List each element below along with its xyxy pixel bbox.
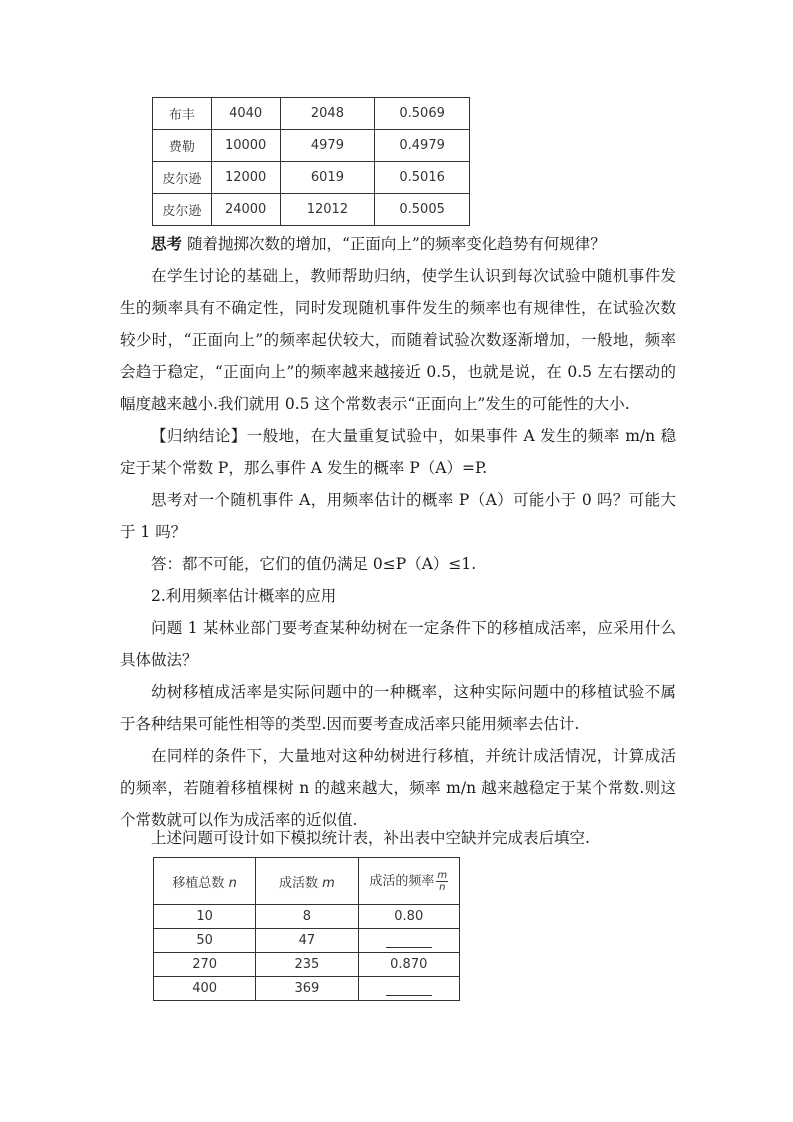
table-row (153, 98, 470, 130)
table-cell: 2048 (280, 98, 375, 130)
coin-toss-table (152, 97, 470, 226)
fraction: $\frac{m}{n}$ (437, 869, 448, 893)
table-header-row (154, 858, 460, 905)
table-cell: 12012 (280, 194, 375, 226)
table-cell: 0.870 (358, 953, 460, 977)
transplant-survival-table (153, 857, 460, 1001)
table-cell: 0.5005 (375, 194, 470, 226)
table-cell: 10000 (211, 130, 280, 162)
table-row (154, 953, 460, 977)
table-cell: 10 (154, 905, 256, 929)
table-cell: 0.5069 (375, 98, 470, 130)
table-cell: 8 (256, 905, 358, 929)
table-cell: 皮尔逊 (153, 162, 212, 194)
table-cell: 皮尔逊 (153, 194, 212, 226)
table-cell: 12000 (211, 162, 280, 194)
table-cell: 4040 (211, 98, 280, 130)
think-label: 思考 (151, 234, 183, 253)
answer-blank (386, 933, 432, 948)
table-row (153, 162, 470, 194)
blank-cell (358, 929, 460, 953)
table-cell: 0.4979 (375, 130, 470, 162)
paragraph: 在同样的条件下，大量地对这种幼树进行移植，并统计成活情况，计算成活的频率，若随着移植棵树 n 的越来越大，频率 m/n 越来越稳定于某个常数.则这个常数就可以作为成活率的近似值. (120, 747, 676, 829)
paragraph: 思考对一个随机事件 A，用频率估计的概率 P（A）可能小于 0 吗？可能大于 1 吗？ (120, 491, 676, 541)
table-cell: 布丰 (153, 98, 212, 130)
table-cell: 24000 (211, 194, 280, 226)
table-cell: 费勒 (153, 130, 212, 162)
table-cell: 0.5016 (375, 162, 470, 194)
table-cell: 235 (256, 953, 358, 977)
paragraph: 问题 1 某林业部门要考查某种幼树在一定条件下的移植成活率，应采用什么具体做法？ (120, 619, 676, 669)
table-cell: 400 (154, 977, 256, 1001)
answer-blank (386, 981, 432, 996)
table-row (153, 194, 470, 226)
table-cell: 4979 (280, 130, 375, 162)
header-cell: 移植总数 n (154, 858, 256, 905)
table-cell: 369 (256, 977, 358, 1001)
table-cell: 0.80 (358, 905, 460, 929)
table-cell: 50 (154, 929, 256, 953)
section-heading: 2.利用频率估计概率的应用 (151, 587, 337, 605)
table-cell: 6019 (280, 162, 375, 194)
table-row (153, 130, 470, 162)
header-cell: 成活数 m (256, 858, 358, 905)
table-row (154, 929, 460, 953)
paragraph: 上述问题可设计如下模拟统计表，补出表中空缺并完成表后填空. (151, 829, 590, 847)
table-cell: 47 (256, 929, 358, 953)
header-cell: 成活的频率 $\frac{m}{n}$ (358, 858, 460, 905)
blank-cell (358, 977, 460, 1001)
table-row (154, 905, 460, 929)
think-text: 随着抛掷次数的增加，“正面向上”的频率变化趋势有何规律？ (186, 235, 606, 253)
think-question (120, 228, 676, 260)
paragraph: 幼树移植成活率是实际问题中的一种概率，这种实际问题中的移植试验不属于各种结果可能性相等的类型.因而要考查成活率只能用频率去估计. (120, 683, 676, 733)
table-row (154, 977, 460, 1001)
paragraph: 在学生讨论的基础上，教师帮助归纳，使学生认识到每次试验中随机事件发生的频率具有不确定性，同时发现随机事件发生的频率也有规律性，在试验次数较少时，“正面向上”的频率起伏较大，而随着试验次数逐渐增加，一般地，频率会趋于稳定，“正面向上”的频率越来越接近 0.5，也就是说，在 0.5 左右摆动的幅度越来越小.我们就用 0.5 这个常数表示“正面向上”发生的可能性的大小. (120, 267, 676, 413)
paragraph: 【归纳结论】一般地，在大量重复试验中，如果事件 A 发生的频率 m/n 稳定于某个常数 P，那么事件 A 发生的概率 P（A）=P. (120, 427, 676, 477)
table-cell: 270 (154, 953, 256, 977)
paragraph: 答：都不可能，它们的值仍满足 0≤P（A）≤1. (151, 555, 477, 573)
